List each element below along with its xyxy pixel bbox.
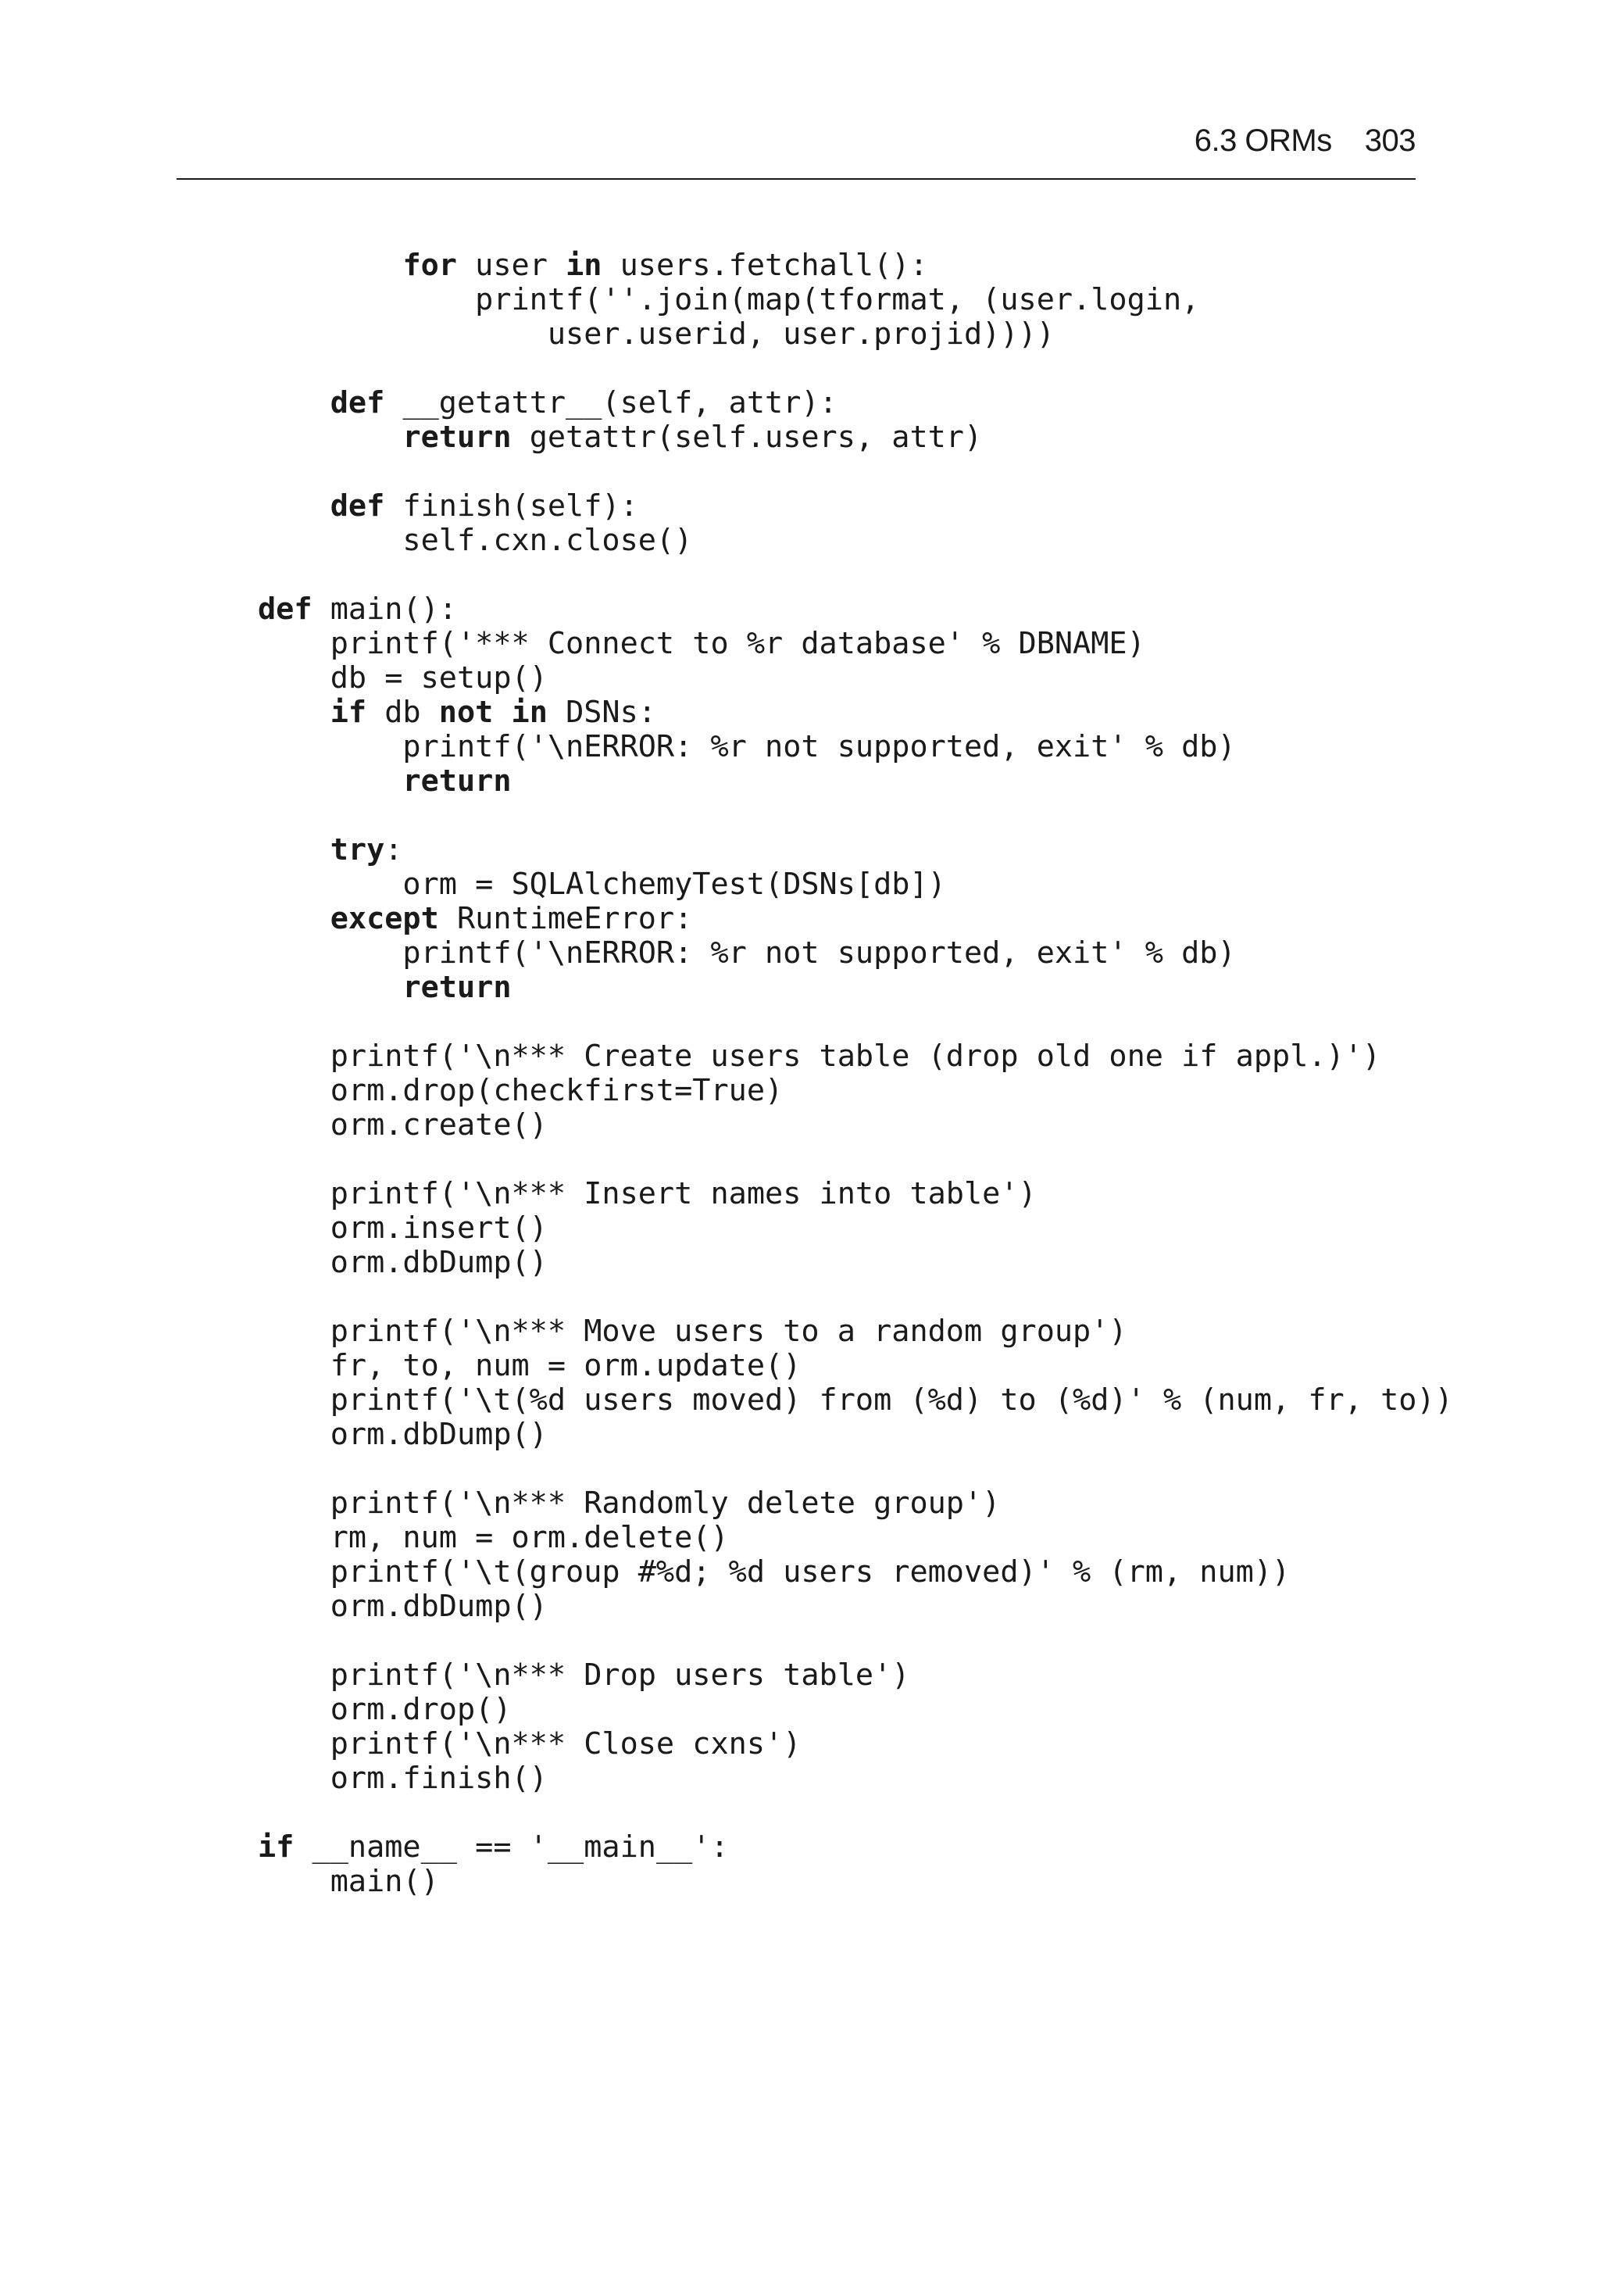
code-text: orm.drop() (258, 1692, 512, 1727)
code-line (258, 1486, 1453, 1521)
keyword: def (330, 385, 385, 420)
code-line (258, 1108, 1453, 1143)
code-text: printf('\n*** Create users table (drop old one if appl.)') (258, 1039, 1381, 1074)
code-text: printf('\t(%d users moved) from (%d) to (%d)' % (num, fr, to)) (258, 1382, 1453, 1418)
code-line (258, 558, 1453, 592)
code-text: printf('\n*** Move users to a random group') (258, 1314, 1127, 1349)
code-line (258, 1830, 1453, 1865)
code-line (258, 764, 1453, 799)
code-line (258, 1074, 1453, 1108)
code-line (258, 696, 1453, 730)
code-line (258, 1761, 1453, 1796)
code-text: db (366, 695, 439, 730)
code-text: user (456, 248, 566, 283)
code-text: db = setup() (258, 660, 548, 696)
keyword: return (402, 420, 512, 455)
code-line (258, 1383, 1453, 1418)
code-line (258, 867, 1453, 902)
code-line (258, 1693, 1453, 1727)
code-line (258, 799, 1453, 833)
section-title: 6.3 ORMs (1194, 123, 1332, 158)
code-text: printf('\nERROR: %r not supported, exit' % db) (258, 935, 1236, 971)
code-line (258, 936, 1453, 971)
header-rule (177, 178, 1416, 180)
code-text: printf('\nERROR: %r not supported, exit' % db) (258, 729, 1236, 764)
code-text: printf(''.join(map(tformat, (user.login, (258, 282, 1200, 317)
code-line (258, 592, 1453, 627)
code-text: main() (258, 1864, 439, 1899)
code-line (258, 524, 1453, 558)
code-line (258, 902, 1453, 936)
code-line (258, 386, 1453, 420)
code-text (258, 695, 330, 730)
code-line (258, 1039, 1453, 1074)
code-text (258, 764, 402, 799)
code-listing (258, 249, 1453, 1899)
code-text: __getattr__(self, attr): (384, 385, 838, 420)
code-line (258, 730, 1453, 764)
code-line (258, 1211, 1453, 1246)
keyword: not (438, 695, 494, 730)
code-text: : (384, 832, 403, 867)
code-line (258, 1177, 1453, 1211)
code-line (258, 1521, 1453, 1555)
code-line (258, 1624, 1453, 1658)
code-text: RuntimeError: (438, 901, 693, 936)
code-line (258, 249, 1453, 283)
code-text (258, 832, 330, 867)
page-number: 303 (1364, 123, 1416, 158)
code-text: orm.create() (258, 1107, 548, 1143)
code-text (258, 901, 330, 936)
keyword: except (330, 901, 439, 936)
code-line (258, 1418, 1453, 1452)
code-text: orm = SQLAlchemyTest(DSNs[db]) (258, 867, 946, 902)
code-text (258, 385, 330, 420)
code-text: orm.dbDump() (258, 1589, 548, 1624)
code-line (258, 1143, 1453, 1177)
code-text: orm.dbDump() (258, 1417, 548, 1452)
code-text: printf('\n*** Close cxns') (258, 1726, 802, 1761)
code-line (258, 1555, 1453, 1590)
code-text: printf('\n*** Randomly delete group') (258, 1486, 1001, 1521)
code-line (258, 661, 1453, 696)
code-line (258, 1246, 1453, 1280)
code-text: DSNs: (547, 695, 656, 730)
code-line (258, 1005, 1453, 1039)
code-text: orm.drop(checkfirst=True) (258, 1073, 784, 1108)
code-text: fr, to, num = orm.update() (258, 1348, 802, 1383)
code-line (258, 833, 1453, 867)
keyword: def (258, 592, 312, 627)
code-line (258, 317, 1453, 352)
code-text: orm.insert() (258, 1211, 548, 1246)
keyword: for (402, 248, 457, 283)
code-text: finish(self): (384, 488, 638, 524)
code-text: users.fetchall(): (602, 248, 928, 283)
code-text (258, 488, 330, 524)
code-line (258, 1865, 1453, 1899)
code-text: main(): (312, 592, 457, 627)
code-text (258, 248, 402, 283)
code-line (258, 283, 1453, 317)
code-line (258, 1727, 1453, 1761)
code-line (258, 455, 1453, 489)
code-text: printf('\n*** Insert names into table') (258, 1176, 1037, 1211)
code-text: self.cxn.close() (258, 523, 693, 558)
code-text: printf('\n*** Drop users table') (258, 1658, 910, 1693)
keyword: def (330, 488, 385, 524)
keyword: if (330, 695, 367, 730)
code-text: getattr(self.users, attr) (511, 420, 983, 455)
keyword: return (402, 764, 512, 799)
code-line (258, 1796, 1453, 1830)
code-line (258, 420, 1453, 455)
code-text (258, 420, 402, 455)
code-text: orm.finish() (258, 1761, 548, 1796)
keyword: in (566, 248, 602, 283)
code-text: orm.dbDump() (258, 1245, 548, 1280)
code-text: user.userid, user.projid)))) (258, 317, 1055, 352)
code-line (258, 1452, 1453, 1486)
code-line (258, 1658, 1453, 1693)
keyword: in (511, 695, 548, 730)
code-text (493, 695, 511, 730)
code-line (258, 1314, 1453, 1349)
running-head (1195, 123, 1416, 159)
code-text (258, 970, 402, 1005)
keyword: if (258, 1829, 295, 1865)
code-line (258, 1280, 1453, 1314)
code-line (258, 1590, 1453, 1624)
code-line (258, 352, 1453, 386)
code-text: __name__ == '__main__': (294, 1829, 729, 1865)
code-text: printf('\t(group #%d; %d users removed)' % (rm, num)) (258, 1554, 1291, 1590)
code-line (258, 489, 1453, 524)
code-text: printf('*** Connect to %r database' % DBNAME) (258, 626, 1145, 661)
code-text: rm, num = orm.delete() (258, 1520, 729, 1555)
page-header (177, 117, 1416, 180)
code-line (258, 627, 1453, 661)
keyword: return (402, 970, 512, 1005)
keyword: try (330, 832, 385, 867)
code-line (258, 1349, 1453, 1383)
code-line (258, 971, 1453, 1005)
